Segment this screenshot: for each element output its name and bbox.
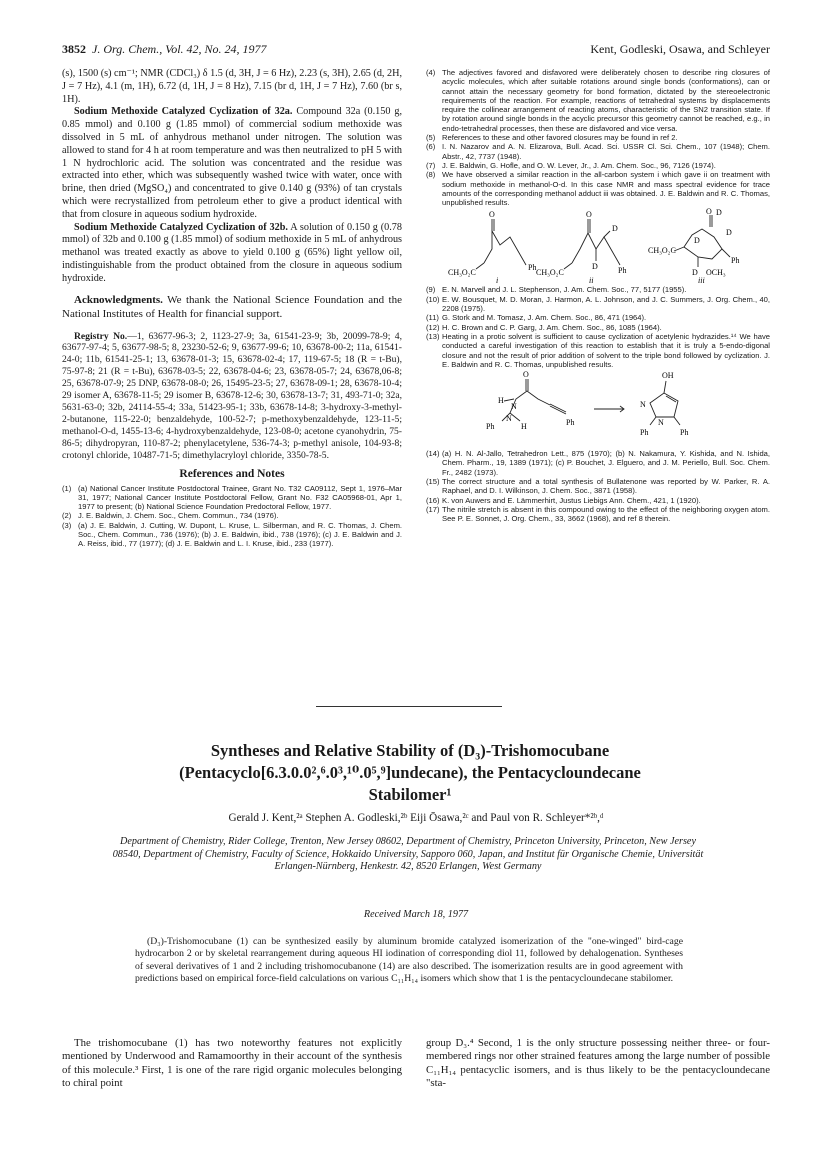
reference-note: (13) Heating in a protic solvent is sufficient to cause cyclization of acetylenic hydrazides.¹⁴ We have conducted a careful investigation of this reaction to establish that it is truly a 5-endo-digonal closure and not the result of prior addition of solvent to the triple bond followed by cyclization. J. E. Baldwin and R. C. Thomas, unpublished results. [426,331,770,369]
intro-left-text: The trishomocubane (1) has two noteworthy features not explicitly mentioned by Underwood and Ramamoorthy in their account of the synthesis of this molecule.³ First, 1 is one of the rare rigid organic molecules belonging to chiral point [62,1037,402,1090]
article-title [120,740,700,806]
received-date: Received March 18, 1977 [363,909,469,920]
running-authors: Kent, Godleski, Osawa, and Schleyer [590,42,770,56]
reference-note: (15) The correct structure and a total synthesis of Bullatenone was reported by W. Parker, R. A. Raphael, and D. I. Wilkinson, J. Chem. Soc., 3871 (1958). [426,477,770,496]
intro-right-column [426,1037,770,1091]
label-n-pyrazole-2: N [658,418,664,428]
reference-note: (1) (a) National Cancer Institute Postdoctoral Trainee, Grant No. T32 CA09112, Sept 1, 1976–Mar 31, 1977; National Cancer Institute Postdoctoral Fellow, Grant No. F32 CA05968-01, Apr 1, 1977 to present; (b) National Science Foundation Predoctoral Fellow, 1977. [62,483,402,512]
label-ph-pyrazole-1: Ph [640,428,649,438]
paragraph-text: Compound 32a (0.150 g, 0.85 mmol) and 0.100 g (1.85 mmol) of commercial sodium methoxide was dissolved in 5 mL of anhydrous methanol under nitrogen. The solution was allowed to stand for 4 h at room temperature and was then neutralized to pH 5 with 1 N hydrochloric acid. The solution was concentrated and the residue was extracted into ether, which was subsequently washed twice with water, once with brine, then dried (MgSO₄) and concentrated to give 0.140 g (93%) of tan crystals which were recrystallized from petroleum ether to give a product identical with that from closure in aqueous sodium hydroxide. [62,106,402,220]
label-ph-alkyne: Ph [566,418,575,428]
label-d-ii-top: D [612,224,618,234]
ack-text: We thank the National Science Foundation and the National Institutes of Health for financial support. [62,293,402,320]
reference-note: (10) E. W. Bousquet, M. D. Moran, J. Harmon, A. L. Johnson, and J. C. Summers, J. Org. Chem., 40, 2208 (1975). [426,294,770,314]
reference-note: (6) I. N. Nazarov and A. N. Elizarova, Bull. Acad. Sci. USSR Cl. Sci. Chem., 107 (1948); Chem. Abstr., 42, 7737 (1948). [426,142,770,161]
label-h-bottom: H [521,422,527,432]
label-h-top: H [498,396,504,406]
reference-note: (4) The adjectives favored and disfavored were deliberately chosen to describe ring closures of acyclic molecules, which after suitable rotations around single bonds (conformations), can or cannot attain the necessary geometry for bond formation, dictated by the stereoelectronic requirements of the reaction. For example, reactions of tetrahedral systems by displacements require the collinear arrangement of reacting atoms, characteristic of the SN2 transition state. If by rotation around single bonds in the acyclic precursor this geometry cannot be reached, e.g., in endo-tetrahedral processes, then these are disfavored and vice versa. [426,68,770,133]
structures-i-ii-iii-figure [426,207,770,285]
experimental-paragraph-32b [62,222,402,286]
intro-right-text: group D₃.⁴ Second, 1 is the only structure possessing neither three- or four-membered rings nor other strained features among the large number of possible C₁₁H₁₄ pentacyclic isomers, and is thus likely to be the pentacycloundecane "sta- [426,1037,770,1090]
title-line-3: Stabilomer¹ [368,785,452,804]
label-ester-iii: CH₃O₂C [648,246,676,256]
title-line-2: (Pentacyclo[6.3.0.0²,⁶.0³,¹⁰.0⁵,⁹]undecane), the Pentacycloundecane [179,763,641,782]
label-d-iii-inner: D [694,236,700,246]
label-ph-ii: Ph [618,266,627,276]
intro-left-column [62,1037,402,1091]
label-n-pyrazole-1: N [640,400,646,410]
registry-lead: Registry No. [74,330,128,342]
reference-note: (17) The nitrile stretch is absent in this compound owing to the effect of the neighboring oxygen atom. See P. E. Sonnet, J. Org. Chem., 33, 3662 (1968), and ref 8 therein. [426,504,770,524]
registry-numbers [62,331,402,462]
label-ph-pyrazole-2: Ph [680,428,689,438]
label-o-i: O [489,210,495,220]
references-heading: References and Notes [179,467,285,480]
label-ph-iii: Ph [731,256,740,266]
reference-note: (9) E. N. Marvell and J. L. Stephenson, J. Am. Chem. Soc., 77, 5177 (1955). [426,285,687,295]
structure-label-i: i [496,276,499,286]
right-column [426,68,770,524]
label-och3-iii: OCH₃ [706,268,726,278]
references-list-left [62,484,402,549]
reference-note: (8) We have observed a similar reaction in the all-carbon system i which gave ii on treatment with sodium methoxide in methanol-O-d. In this case NMR and mass spectral evidence for trace amounts of the corresponding methanol adduct iii was obtained. J. E. Baldwin and R. C. Thomas, unpublished results. [426,170,770,208]
label-n-2: N [506,414,512,424]
references-list-right-b [426,285,770,369]
label-ester-i: CH₃O₂C [448,268,476,278]
label-d-iii-bottom: D [692,268,698,278]
journal-citation [62,42,267,57]
article-divider [316,706,502,707]
label-ester-ii: CH₃O₂C [536,268,564,278]
reference-note: (7) J. E. Baldwin, G. Hofle, and O. W. Lever, Jr., J. Am. Chem. Soc., 96, 7126 (1974). [426,160,716,170]
experimental-paragraph-32a [62,106,402,221]
paragraph-lead: Sodium Methoxide Catalyzed Cyclization of 32b. [74,221,288,233]
reference-note: (12) H. C. Brown and C. P. Garg, J. Am. Chem. Soc., 86, 1085 (1964). [426,322,662,332]
hydrazide-cyclization-figure [426,369,770,449]
reference-note: (14) (a) H. N. Al-Jallo, Tetrahedron Lett., 875 (1970); (b) N. Nakamura, Y. Kishida, and N. Ishida, Chem. Pharm., 19, 1389 (1971); (c) P. Bouchet, J. Elguero, and J. M. Periello, Bull. Soc. Chem. Fr., 2482 (1973). [426,449,770,477]
paragraph-text: A solution of 0.150 g (0.78 mmol) of 32b and 0.100 g (1.85 mmol) of sodium methoxide in 5 mL of anhydrous methanol was treated exactly as above to yield 0.100 g (65%) light yellow oil, indistinguishable from the product obtained from the closure in aqueous sodium hydroxide. [62,221,402,284]
references-list-right-c [426,449,770,523]
acknowledgments [62,293,402,321]
label-n-1: N [511,402,517,412]
reference-note: (16) K. von Auwers and E. Lämmerhirt, Justus Liebigs Ann. Chem., 421, 1 (1920). [426,495,701,505]
reference-note: (2) J. E. Baldwin, J. Chem. Soc., Chem. Commun., 734 (1976). [62,511,279,521]
article-affiliation: Department of Chemistry, Rider College, Trenton, New Jersey 08602, Department of Chemistry, Princeton University, Princeton, New Jersey 08540, Department of Chemistry, Faculty of Science, Hokkaido University, Sapporo 060, Japan, and Institut für Organische Chemie, Universität Erlangen-Nürnberg, Henkestr. 42, 8520 Erlangen, West Germany [112,836,704,873]
label-d-ii-bottom: D [592,262,598,272]
label-d-iii-right: D [726,228,732,238]
paragraph-lead: Sodium Methoxide Catalyzed Cyclization of 32a. [74,106,293,118]
label-o-hydrazide: O [523,370,529,380]
page-header [62,42,770,56]
title-line-1: Syntheses and Relative Stability of (D₃)-Trishomocubane [210,741,610,760]
left-column [62,68,402,549]
article-byline: Gerald J. Kent,²ᵃ Stephen A. Godleski,²ᵇ Eiji Ōsawa,²ᶜ and Paul von R. Schleyer*²ᵇ,ᵈ [228,812,604,824]
label-oh: OH [662,371,674,381]
journal-name: J. Org. Chem., Vol. 42, No. 24, 1977 [92,42,267,56]
label-ph-i: Ph [528,263,537,273]
structure-label-iii: iii [698,276,705,286]
label-d-iii-top: D [716,208,722,218]
ack-lead: Acknowledgments. [74,293,163,306]
page-number: 3852 [62,42,86,56]
references-list-right-a [426,68,770,207]
label-o-ii: O [586,210,592,220]
label-o-iii: O [706,207,712,217]
reference-note: (5) References to these and other favored closures may be found in ref 2. [426,133,678,143]
label-ph-n: Ph [486,422,495,432]
experimental-continued: (s), 1500 (s) cm⁻¹; NMR (CDCl₃) δ 1.5 (d, 3H, J = 6 Hz), 2.23 (s, 3H), 2.65 (d, 2H, J = 7 Hz), 4.1 (m, 1H), 6.72 (d, 1H, J = 8 Hz), 7.15 (br d, 1H, J = 7 Hz), 7.60 (br s, 1H). [62,68,403,105]
article-abstract: (D₃)-Trishomocubane (1) can be synthesized easily by aluminum bromide catalyzed isomerization of the "one-winged" bird-cage hydrocarbon 2 or by skeletal rearrangement during aqueous HI iodination of corresponding diol 11, followed by dehalogenation. Syntheses of several derivatives of 1 and 2 including trishomocubanone (14) are also described. The isomerization results are in good agreement with predictions based on empirical force-field calculations on various C₁₁H₁₄ isomers which show that 1 is the pentacycloundecane stabilomer. [135,936,683,985]
structure-label-ii: ii [589,276,594,286]
reference-note: (3) (a) J. E. Baldwin, J. Cutting, W. Dupont, L. Kruse, L. Silberman, and R. C. Thomas, J. Chem. Soc., Chem. Commun., 736 (1976); (b) J. E. Baldwin, ibid., 738 (1976); (c) J. E. Baldwin and J. A. Reiss, ibid., 77 (1977); (d) J. E. Baldwin and L. I. Kruse, ibid., 233 (1977). [62,520,402,549]
registry-text: —1, 63677-96-3; 2, 1123-27-9; 3a, 61541-23-9; 3b, 20099-78-9; 4, 63677-97-4; 5, 63677-98-5; 8, 23230-52-6; 9, 63677-99-6; 10, 63678-00-2; 11a, 61541-24-0; 11b, 61541-25-1; 13, 63678-01-3; 15, 63678-02-4; 17, 119-67-5; 18 (R = t-Bu), 75-97-8; 21 (R = t-Bu), 63678-03-5; 22, 63678-04-6; 23, 63678-05-7; 24, 63678,06-8; 25, 63678-07-9; 25 DNP, 63678-08-0; 26, 15495-23-5; 27, 63678-09-1; 28, 63678-10-4; 29 isomer A, 63678-11-5; 29 isomer B, 63678-12-6; 30, 63678-13-7; 31, 493-71-0; 32a, 5631-63-0; 32b, 24114-55-4; 33a, 51423-95-1; 33b, 63678-14-8; 3-hydroxy-3-methyl-2-butanone, 115-22-0; benzaldehyde, 100-52-7; p-methoxybenzaldehyde, 123-11-5; methanol-O-d, 1455-13-6; 4-hydroxybenzaldehyde, 123-08-0; acetone cyanohydrin, 75-86-5; dihydropyran, 110-87-2; phenylacetylene, 536-74-3; p-methyl anisole, 104-93-8; crotonyl chloride, 10487-71-5; dimethylacryloyl chloride, 3350-78-5. [62,330,403,461]
reference-note: (11) G. Stork and M. Tomasz, J. Am. Chem. Soc., 86, 471 (1964). [426,313,647,323]
